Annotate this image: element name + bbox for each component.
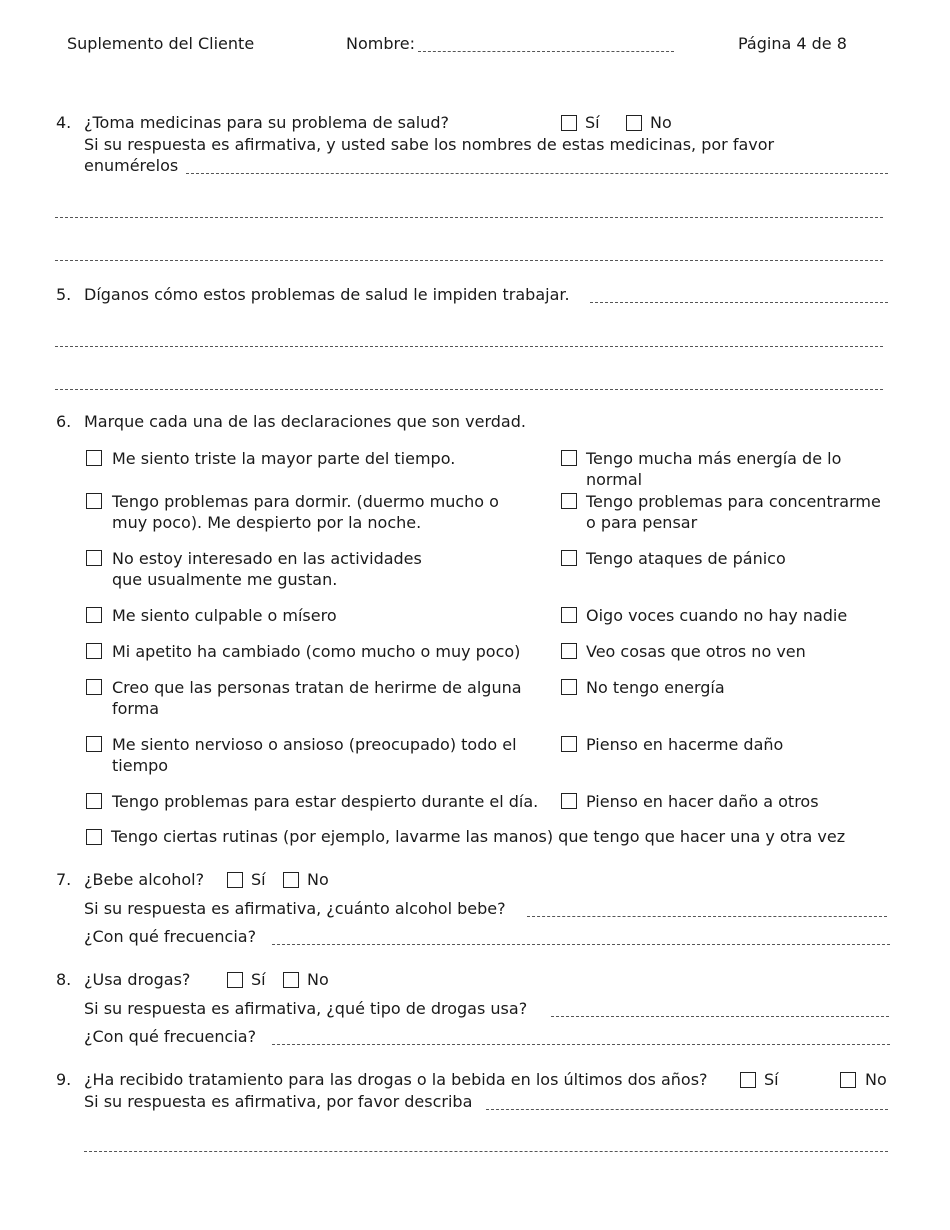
q6-right-text-8: Pienso en hacer daño a otros [586, 792, 819, 811]
q6-left-checkbox-5[interactable] [86, 643, 102, 659]
q5-answer-line-2[interactable] [55, 346, 883, 347]
q6-left-text-2: Tengo problemas para dormir. (duermo mucho o [112, 492, 499, 511]
q8-frequency-field[interactable] [272, 1044, 890, 1045]
q9-number: 9. [56, 1070, 72, 1089]
q6-left-checkbox-7[interactable] [86, 736, 102, 752]
q6-left-text-3b: que usualmente me gustan. [112, 570, 338, 589]
q9-describe-label: Si su respuesta es afirmativa, por favor describa [84, 1092, 473, 1111]
q6-left-checkbox-4[interactable] [86, 607, 102, 623]
q8-question: ¿Usa drogas? [84, 970, 191, 989]
q4-yes-label: Sí [585, 113, 600, 132]
q8-frequency-label: ¿Con qué frecuencia? [84, 1027, 257, 1046]
q6-right-checkbox-3[interactable] [561, 550, 577, 566]
q4-answer-line-1[interactable] [186, 173, 888, 174]
q6-left-text-1: Me siento triste la mayor parte del tiempo. [112, 449, 456, 468]
q6-left-text-7b: tiempo [112, 756, 169, 775]
q6-right-text-1: Tengo mucha más energía de lo [586, 449, 842, 468]
q8-number: 8. [56, 970, 72, 989]
q4-list-label: enumérelos [84, 156, 179, 175]
q6-right-text-1b: normal [586, 470, 643, 489]
q6-number: 6. [56, 412, 72, 431]
q6-right-checkbox-5[interactable] [561, 643, 577, 659]
q8-yes-label: Sí [251, 970, 266, 989]
q6-right-text-2: Tengo problemas para concentrarme [586, 492, 881, 511]
q7-yes-checkbox[interactable] [227, 872, 243, 888]
q6-full-checkbox[interactable] [86, 829, 102, 845]
q6-right-checkbox-8[interactable] [561, 793, 577, 809]
q6-left-checkbox-8[interactable] [86, 793, 102, 809]
q8-yes-checkbox[interactable] [227, 972, 243, 988]
q4-question: ¿Toma medicinas para su problema de salud? [84, 113, 449, 132]
q7-frequency-field[interactable] [272, 944, 890, 945]
q6-right-checkbox-4[interactable] [561, 607, 577, 623]
q6-right-text-6: No tengo energía [586, 678, 725, 697]
q6-left-text-4: Me siento culpable o mísero [112, 606, 337, 625]
q6-right-text-5: Veo cosas que otros no ven [586, 642, 806, 661]
q9-describe-field[interactable] [486, 1109, 888, 1110]
q5-question: Díganos cómo estos problemas de salud le impiden trabajar. [84, 285, 570, 304]
q6-left-text-6b: forma [112, 699, 160, 718]
q6-left-text-8: Tengo problemas para estar despierto durante el día. [112, 792, 539, 811]
q4-instruction: Si su respuesta es afirmativa, y usted sabe los nombres de estas medicinas, por favor [84, 135, 775, 154]
q7-question: ¿Bebe alcohol? [84, 870, 205, 889]
q8-no-checkbox[interactable] [283, 972, 299, 988]
q6-left-text-5: Mi apetito ha cambiado (como mucho o muy poco) [112, 642, 521, 661]
q6-right-text-2b: o para pensar [586, 513, 698, 532]
q9-describe-line-2[interactable] [84, 1151, 888, 1152]
q9-question: ¿Ha recibido tratamiento para las drogas o la bebida en los últimos dos años? [84, 1070, 708, 1089]
q7-how-much-label: Si su respuesta es afirmativa, ¿cuánto alcohol bebe? [84, 899, 506, 918]
q6-right-checkbox-2[interactable] [561, 493, 577, 509]
q6-right-checkbox-1[interactable] [561, 450, 577, 466]
q7-number: 7. [56, 870, 72, 889]
q6-left-text-7: Me siento nervioso o ansioso (preocupado) todo el [112, 735, 517, 754]
q7-no-checkbox[interactable] [283, 872, 299, 888]
q8-type-label: Si su respuesta es afirmativa, ¿qué tipo de drogas usa? [84, 999, 528, 1018]
q5-answer-line-1[interactable] [590, 302, 888, 303]
q5-number: 5. [56, 285, 72, 304]
q7-how-much-field[interactable] [527, 916, 887, 917]
q6-left-checkbox-1[interactable] [86, 450, 102, 466]
q9-yes-checkbox[interactable] [740, 1072, 756, 1088]
q4-answer-line-3[interactable] [55, 260, 883, 261]
q5-answer-line-3[interactable] [55, 389, 883, 390]
q4-answer-line-2[interactable] [55, 217, 883, 218]
q6-left-checkbox-3[interactable] [86, 550, 102, 566]
name-field[interactable] [418, 51, 674, 52]
q6-right-text-4: Oigo voces cuando no hay nadie [586, 606, 848, 625]
q4-yes-checkbox[interactable] [561, 115, 577, 131]
q6-right-checkbox-6[interactable] [561, 679, 577, 695]
q6-left-text-2b: muy poco). Me despierto por la noche. [112, 513, 422, 532]
q6-left-text-6: Creo que las personas tratan de herirme de alguna [112, 678, 522, 697]
q9-no-label: No [865, 1070, 887, 1089]
q6-left-checkbox-2[interactable] [86, 493, 102, 509]
q4-no-checkbox[interactable] [626, 115, 642, 131]
q6-right-text-3: Tengo ataques de pánico [586, 549, 786, 568]
q4-number: 4. [56, 113, 72, 132]
q7-no-label: No [307, 870, 329, 889]
q6-left-text-3: No estoy interesado en las actividades [112, 549, 422, 568]
q7-frequency-label: ¿Con qué frecuencia? [84, 927, 257, 946]
q6-question: Marque cada una de las declaraciones que son verdad. [84, 412, 526, 431]
q8-no-label: No [307, 970, 329, 989]
form-title: Suplemento del Cliente [67, 34, 255, 53]
name-label: Nombre: [346, 34, 415, 53]
q4-no-label: No [650, 113, 672, 132]
q7-yes-label: Sí [251, 870, 266, 889]
q9-no-checkbox[interactable] [840, 1072, 856, 1088]
q6-left-checkbox-6[interactable] [86, 679, 102, 695]
q8-type-field[interactable] [551, 1016, 889, 1017]
page-number: Página 4 de 8 [738, 34, 847, 53]
q9-yes-label: Sí [764, 1070, 779, 1089]
q6-right-checkbox-7[interactable] [561, 736, 577, 752]
q6-right-text-7: Pienso en hacerme daño [586, 735, 784, 754]
q6-full-text: Tengo ciertas rutinas (por ejemplo, lavarme las manos) que tengo que hacer una y otra vez [111, 827, 846, 846]
